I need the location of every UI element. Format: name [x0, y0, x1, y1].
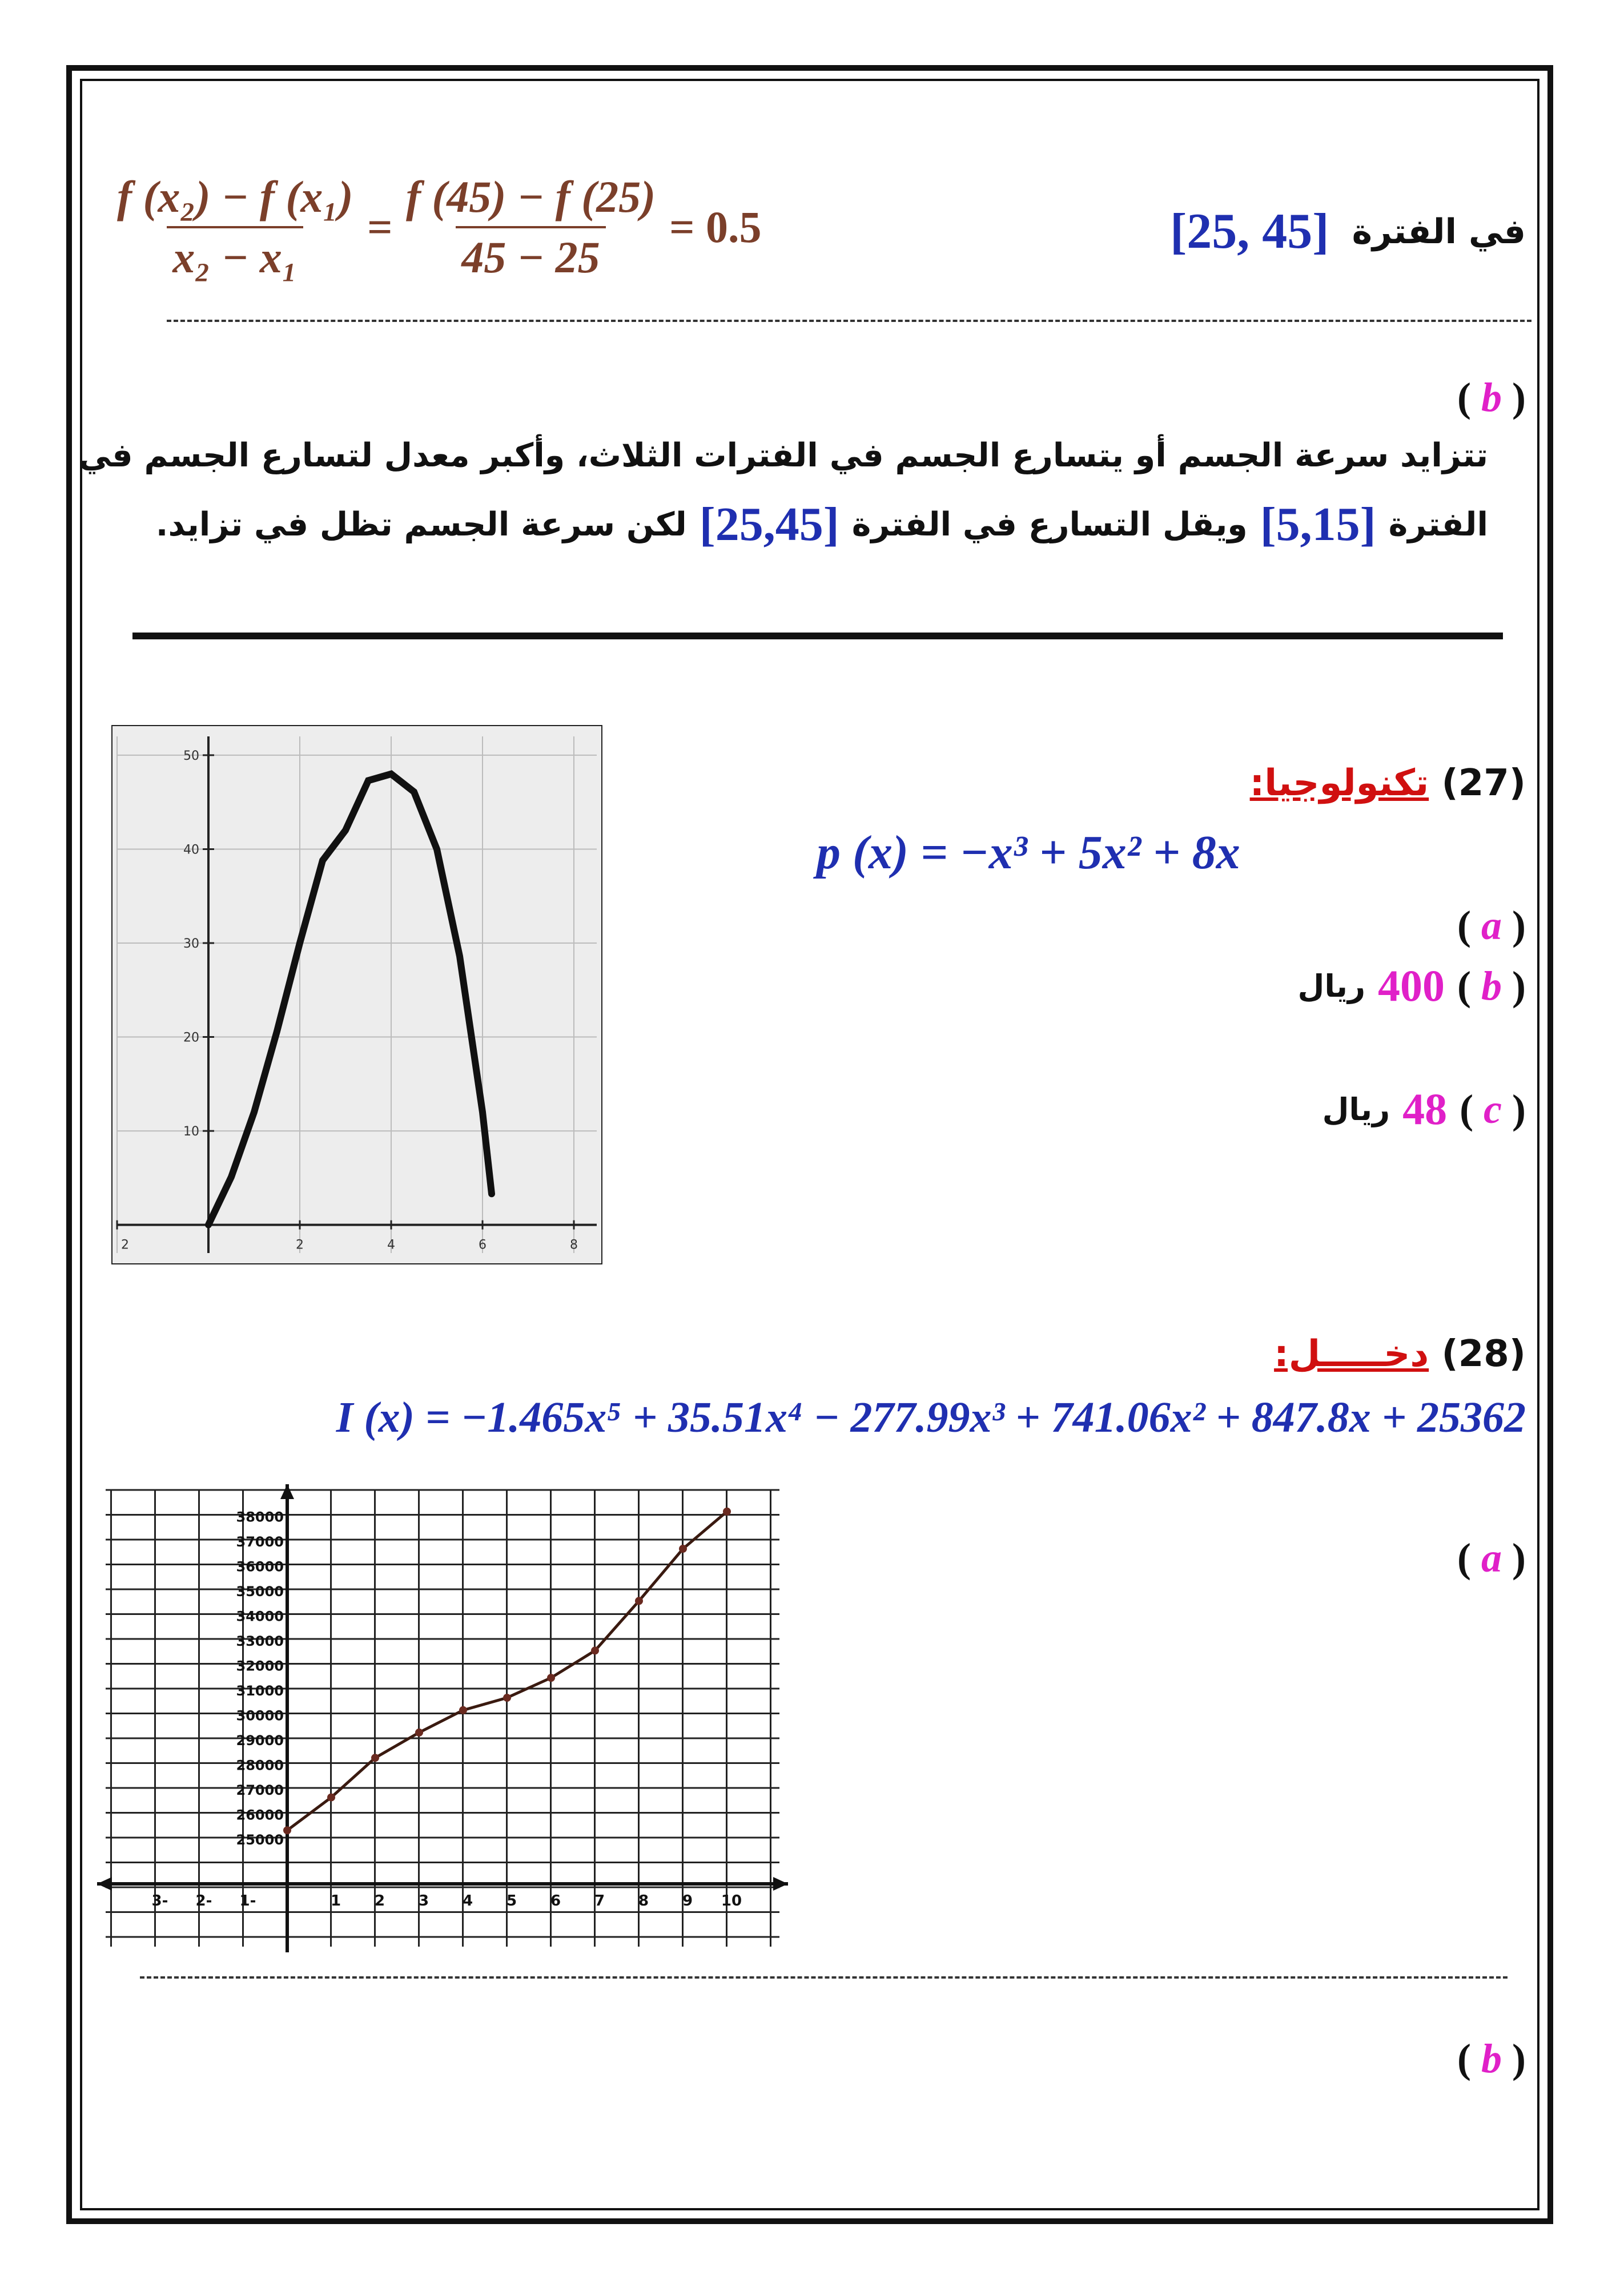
q28-data-point: [371, 1754, 379, 1762]
q27-x-tick-label: 6: [479, 1238, 487, 1252]
q28-data-point: [503, 1694, 511, 1702]
q27-number: (27): [1441, 762, 1526, 804]
q27-x-tick-label: 4: [387, 1238, 395, 1252]
q28-a-letter: a: [1481, 1535, 1502, 1581]
q28-y-tick-label: 38000: [236, 1509, 284, 1525]
interval-5-15: [5,15]: [1260, 498, 1376, 551]
q27-y-tick-label: 40: [183, 843, 199, 857]
q27-formula: p (x) = −x³ + 5x² + 8x: [817, 826, 1240, 879]
interval-25-45: [25, 45]: [1169, 204, 1329, 259]
q27-b-value: 400: [1378, 961, 1445, 1010]
q28-y-tick-label: 30000: [236, 1707, 284, 1724]
rate-of-change-formula: [111, 171, 762, 283]
lhs-numerator: f (x₂) − f (x₁): [117, 172, 353, 221]
solid-divider: [132, 633, 1503, 639]
q28-x-tick-label: 10: [721, 1892, 742, 1910]
q28-y-tick-label: 36000: [236, 1558, 284, 1575]
q28-x-arrow: [773, 1877, 788, 1891]
q28-data-point: [635, 1597, 643, 1605]
q28-data-point: [547, 1674, 555, 1682]
rhs-numerator: f (45) − f (25): [405, 172, 656, 221]
q28-x-tick-label: 7: [594, 1892, 605, 1910]
q28-data-point: [591, 1646, 599, 1654]
q28-formula: I (x) = −1.465x⁵ + 35.51x⁴ − 277.99x³ + 741.06x² + 847.8x + 25362: [336, 1393, 1526, 1441]
part-b-label: ( b ): [1457, 374, 1526, 420]
lhs-denominator: x₂ − x₁: [167, 226, 303, 283]
q27-c-answer: ريال 48 ( c ): [1322, 1084, 1526, 1134]
q28-x-tick-label: 9: [682, 1892, 693, 1910]
q28-x-tick-label: 6: [550, 1892, 561, 1910]
q28-b-label: ( b ): [1457, 2036, 1526, 2081]
q27-c-unit: ريال: [1322, 1091, 1390, 1127]
q28-data-point: [283, 1826, 291, 1834]
q28-number: (28): [1441, 1333, 1526, 1375]
interval-25-45-b: [25,45]: [699, 498, 839, 551]
q28-data-point: [679, 1545, 687, 1553]
interval-prefix: في الفترة: [1352, 211, 1526, 252]
q28-b-letter: b: [1481, 2036, 1502, 2081]
q28-x-tick-label: 3: [418, 1892, 429, 1910]
q27-b-unit: ريال: [1297, 968, 1366, 1004]
rhs-fraction: [400, 171, 661, 283]
q27-heading: [1250, 762, 1526, 804]
formula-result: = 0.5: [669, 202, 762, 252]
q28-data-point: [415, 1729, 423, 1737]
q28-y-arrow: [280, 1484, 294, 1499]
q28-data-point: [327, 1794, 335, 1802]
q28-x-tick-label: 1-: [239, 1892, 256, 1910]
q28-x-tick-label: 2: [374, 1892, 385, 1910]
q27-y-tick-label: 50: [183, 748, 199, 763]
part-b-line-2-post: لكن سرعة الجسم تظل في تزايد.: [155, 505, 687, 543]
lhs-fraction: [111, 171, 359, 283]
part-b-line-2: [156, 497, 1488, 552]
q28-heading: [1274, 1333, 1526, 1375]
q28-y-tick-label: 32000: [236, 1658, 284, 1674]
dashed-divider-1: [167, 320, 1531, 322]
interval-line: [1170, 203, 1526, 260]
q28-y-tick-label: 28000: [236, 1757, 284, 1774]
q27-y-tick-label: 10: [183, 1125, 199, 1139]
q28-y-tick-label: 26000: [236, 1807, 284, 1823]
part-b-line-1: تتزايد سرعة الجسم أو يتسارع الجسم في الفترات الثلاث، وأكبر معدل لتسارع الجسم في: [78, 437, 1488, 474]
q27-x-tick-label: 8: [570, 1238, 578, 1252]
q28-x-tick-label: 3-: [151, 1892, 168, 1910]
q27-y-tick-label: 20: [183, 1030, 199, 1045]
q27-x-tick-label: 2: [121, 1238, 129, 1252]
rhs-denominator: 45 − 25: [456, 226, 605, 283]
dashed-divider-2: [140, 1976, 1508, 1979]
q28-data-point: [459, 1706, 467, 1714]
q28-y-tick-label: 29000: [236, 1733, 284, 1749]
q28-y-tick-label: 35000: [236, 1584, 284, 1600]
q27-a-label: ( a ): [1457, 903, 1526, 948]
q28-a-label: ( a ): [1457, 1535, 1526, 1581]
q27-b-letter: b: [1481, 962, 1502, 1009]
q28-y-tick-label: 37000: [236, 1534, 284, 1550]
q28-x-arrow-left: [97, 1877, 112, 1891]
q28-data-point: [723, 1508, 731, 1516]
q27-graph: [111, 725, 602, 1264]
part-b-line-2-mid: ويقل التسارع في الفترة: [851, 505, 1248, 543]
q27-b-answer: ريال 400 ( b ): [1297, 961, 1526, 1010]
q28-x-tick-label: 2-: [195, 1892, 212, 1910]
q28-x-tick-label: 5: [506, 1892, 517, 1910]
q28-graph: [97, 1484, 788, 1952]
q27-a-letter: a: [1481, 903, 1502, 948]
q28-x-tick-label: 4: [462, 1892, 473, 1910]
equals-sign: =: [367, 202, 392, 252]
q28-x-tick-label: 8: [638, 1892, 649, 1910]
q28-y-tick-label: 34000: [236, 1608, 284, 1625]
q28-y-tick-label: 27000: [236, 1782, 284, 1798]
q28-y-tick-label: 25000: [236, 1832, 284, 1848]
part-b-line-2-pre: الفترة: [1388, 505, 1488, 543]
part-b-letter: b: [1481, 374, 1502, 420]
q27-c-value: 48: [1402, 1084, 1448, 1134]
q28-x-tick-label: 1: [330, 1892, 341, 1910]
q27-x-tick-label: 2: [296, 1238, 304, 1252]
q27-c-letter: c: [1484, 1086, 1502, 1132]
q28-y-tick-label: 31000: [236, 1683, 284, 1699]
q28-title: دخـــــل:: [1274, 1333, 1429, 1375]
q28-y-tick-label: 33000: [236, 1633, 284, 1649]
q27-y-tick-label: 30: [183, 937, 199, 951]
q27-title: تكنولوجيا:: [1249, 762, 1429, 804]
